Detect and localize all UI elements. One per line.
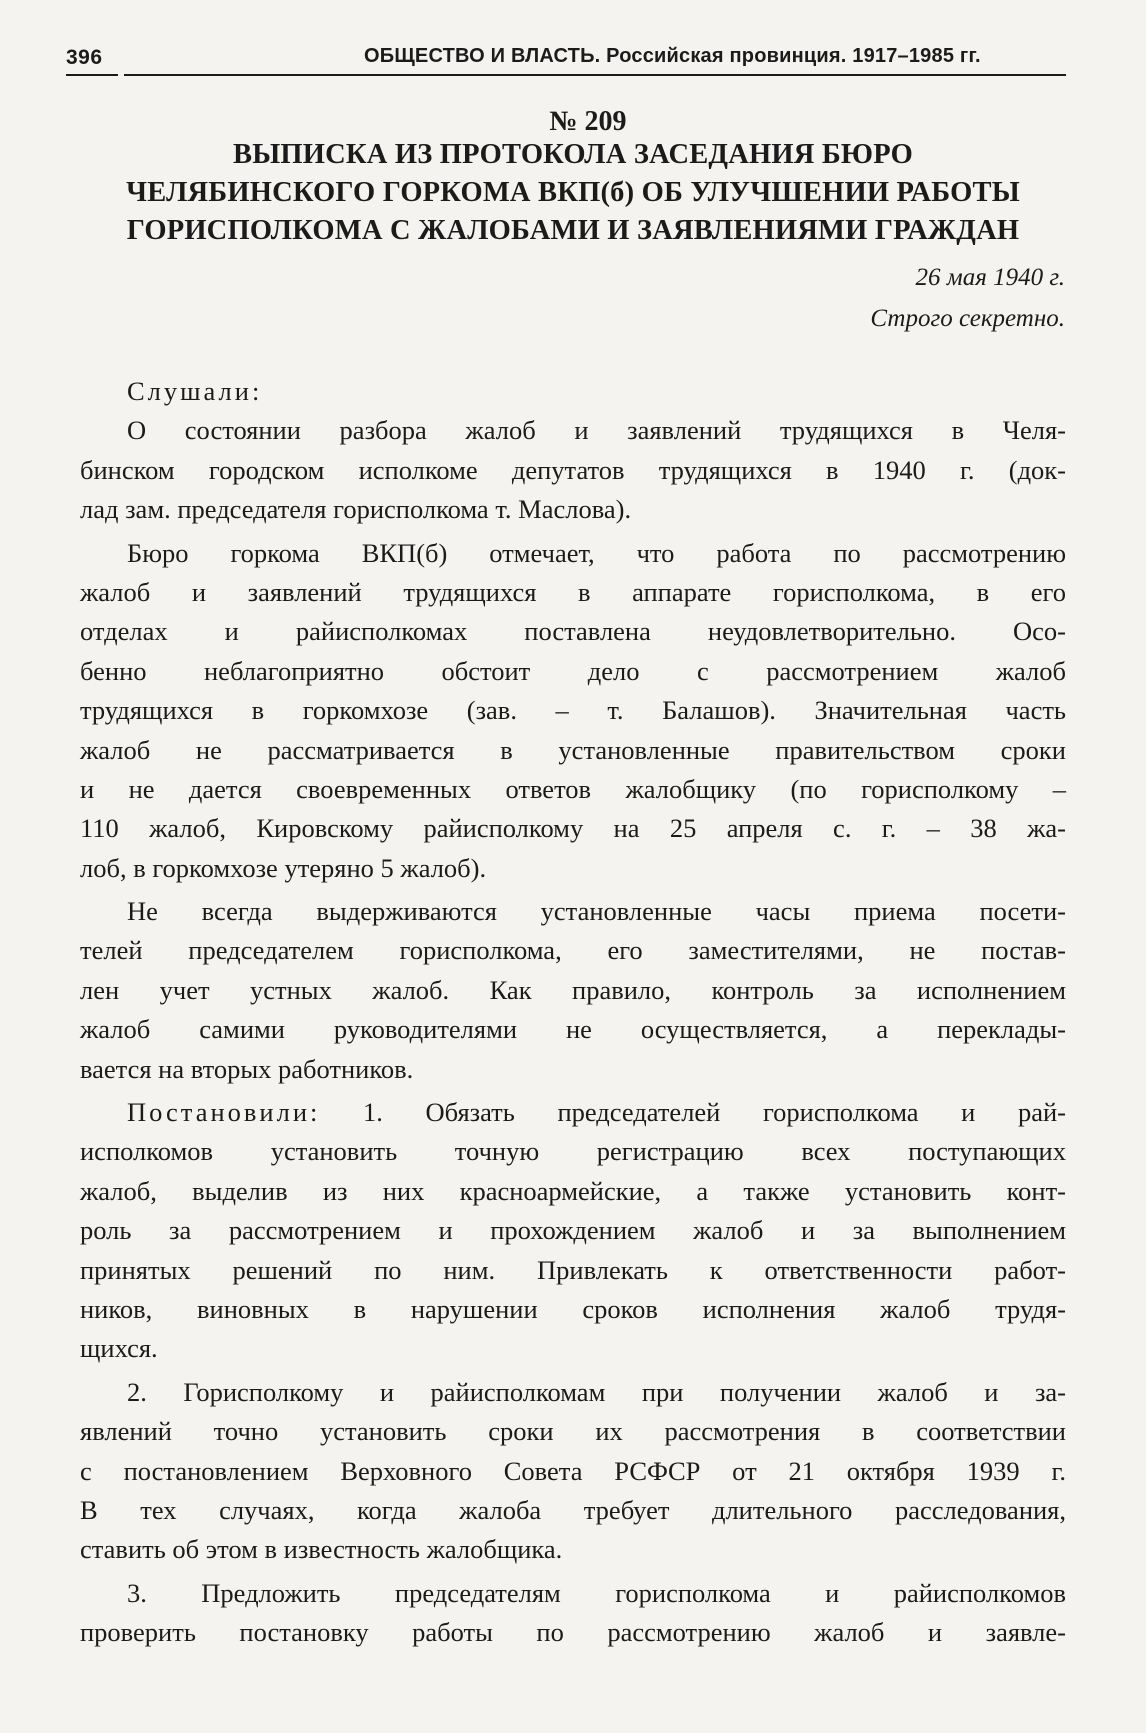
- header-rule: [124, 74, 1066, 76]
- body-line: телей председателем горисполкома, его заместителями, не постав-: [80, 935, 1066, 966]
- body-line: с постановлением Верховного Совета РСФСР от 21 октября 1939 г.: [80, 1455, 1066, 1486]
- body-line: принятых решений по ним. Привлекать к ответственности работ-: [80, 1254, 1066, 1285]
- body-line: лад зам. председателя горисполкома т. Маслова).: [80, 494, 632, 525]
- body-line: ников, виновных в нарушении сроков исполнения жалоб трудя-: [80, 1293, 1066, 1324]
- body-line: явлений точно установить сроки их рассмотрения в соответствии: [80, 1416, 1066, 1447]
- resolution-first-line: [80, 1093, 1066, 1132]
- body-line: проверить постановку работы по рассмотрению жалоб и заявле-: [80, 1617, 1066, 1648]
- body-line: В тех случаях, когда жалоба требует длительного расследования,: [80, 1494, 1066, 1525]
- document-number: № 209: [549, 106, 627, 137]
- resolution-item-1-start: 1. Обязать председателей горисполкома и рай-: [320, 1097, 1066, 1128]
- body-line: лен учет устных жалоб. Как правило, контроль за исполнением: [80, 974, 1066, 1005]
- page-number-underline: [66, 74, 118, 76]
- page-number: 396: [66, 46, 103, 69]
- body-line: щихся.: [80, 1333, 158, 1364]
- body-line: лоб, в горкомхозе утеряно 5 жалоб).: [80, 852, 487, 883]
- body-line: бинском городском исполкоме депутатов трудящихся в 1940 г. (док-: [80, 454, 1066, 485]
- document-title-line: ВЫПИСКА ИЗ ПРОТОКОЛА ЗАСЕДАНИЯ БЮРО: [232, 139, 914, 170]
- body-line: исполкомов установить точную регистрацию всех поступающих: [80, 1136, 1066, 1167]
- document-body: [80, 372, 1066, 1653]
- body-line: трудящихся в горкомхозе (зав. – т. Балашов). Значительная часть: [80, 695, 1066, 726]
- document-title: [80, 136, 1066, 250]
- document-title-line: ГОРИСПОЛКОМА С ЖАЛОБАМИ И ЗАЯВЛЕНИЯМИ ГРАЖДАН: [126, 215, 1020, 246]
- body-line: вается на вторых работников.: [80, 1053, 414, 1084]
- running-header: [66, 36, 1066, 76]
- body-line: 110 жалоб, Кировскому райисполкому на 25 апреля с. г. – 38 жа-: [80, 813, 1066, 844]
- body-line: жалоб и заявлений трудящихся в аппарате горисполкома, в его: [80, 576, 1066, 607]
- document-date: 26 мая 1940 г.: [915, 264, 1065, 291]
- section-heading-resolved: Постановили:: [127, 1097, 321, 1128]
- body-line: О состоянии разбора жалоб и заявлений трудящихся в Челя-: [127, 415, 1066, 446]
- body-line: Не всегда выдерживаются установленные часы приема посети-: [127, 896, 1066, 927]
- body-line: Бюро горкома ВКП(б) отмечает, что работа по рассмотрению: [127, 537, 1066, 568]
- document-title-line: ЧЕЛЯБИНСКОГО ГОРКОМА ВКП(б) ОБ УЛУЧШЕНИИ РАБОТЫ: [126, 177, 1020, 208]
- body-line: жалоб самими руководителями не осуществляется, а переклады-: [80, 1014, 1066, 1045]
- body-line: отделах и райисполкомах поставлена неудовлетворительно. Осо-: [80, 616, 1066, 647]
- body-line: 2. Горисполкому и райисполкомам при получении жалоб и за-: [127, 1376, 1066, 1407]
- body-line: жалоб не рассматривается в установленные правительством сроки: [80, 734, 1066, 765]
- running-title: ОБЩЕСТВО И ВЛАСТЬ. Российская провинция. 1917–1985 гг.: [364, 45, 981, 67]
- body-line: роль за рассмотрением и прохождением жалоб и за выполнением: [80, 1215, 1066, 1246]
- body-line: 3. Предложить председателям горисполкома и райисполкомов: [127, 1577, 1066, 1608]
- classification-mark: Строго секретно.: [870, 305, 1065, 332]
- body-line: ставить об этом в известность жалобщика.: [80, 1534, 563, 1565]
- body-line: бенно неблагоприятно обстоит дело с рассмотрением жалоб: [80, 655, 1066, 686]
- body-line: жалоб, выделив из них красноармейские, а также установить конт-: [80, 1175, 1066, 1206]
- body-line: и не дается своевременных ответов жалобщику (по горисполкому –: [80, 773, 1066, 804]
- section-heading-heard: Слушали:: [127, 376, 263, 406]
